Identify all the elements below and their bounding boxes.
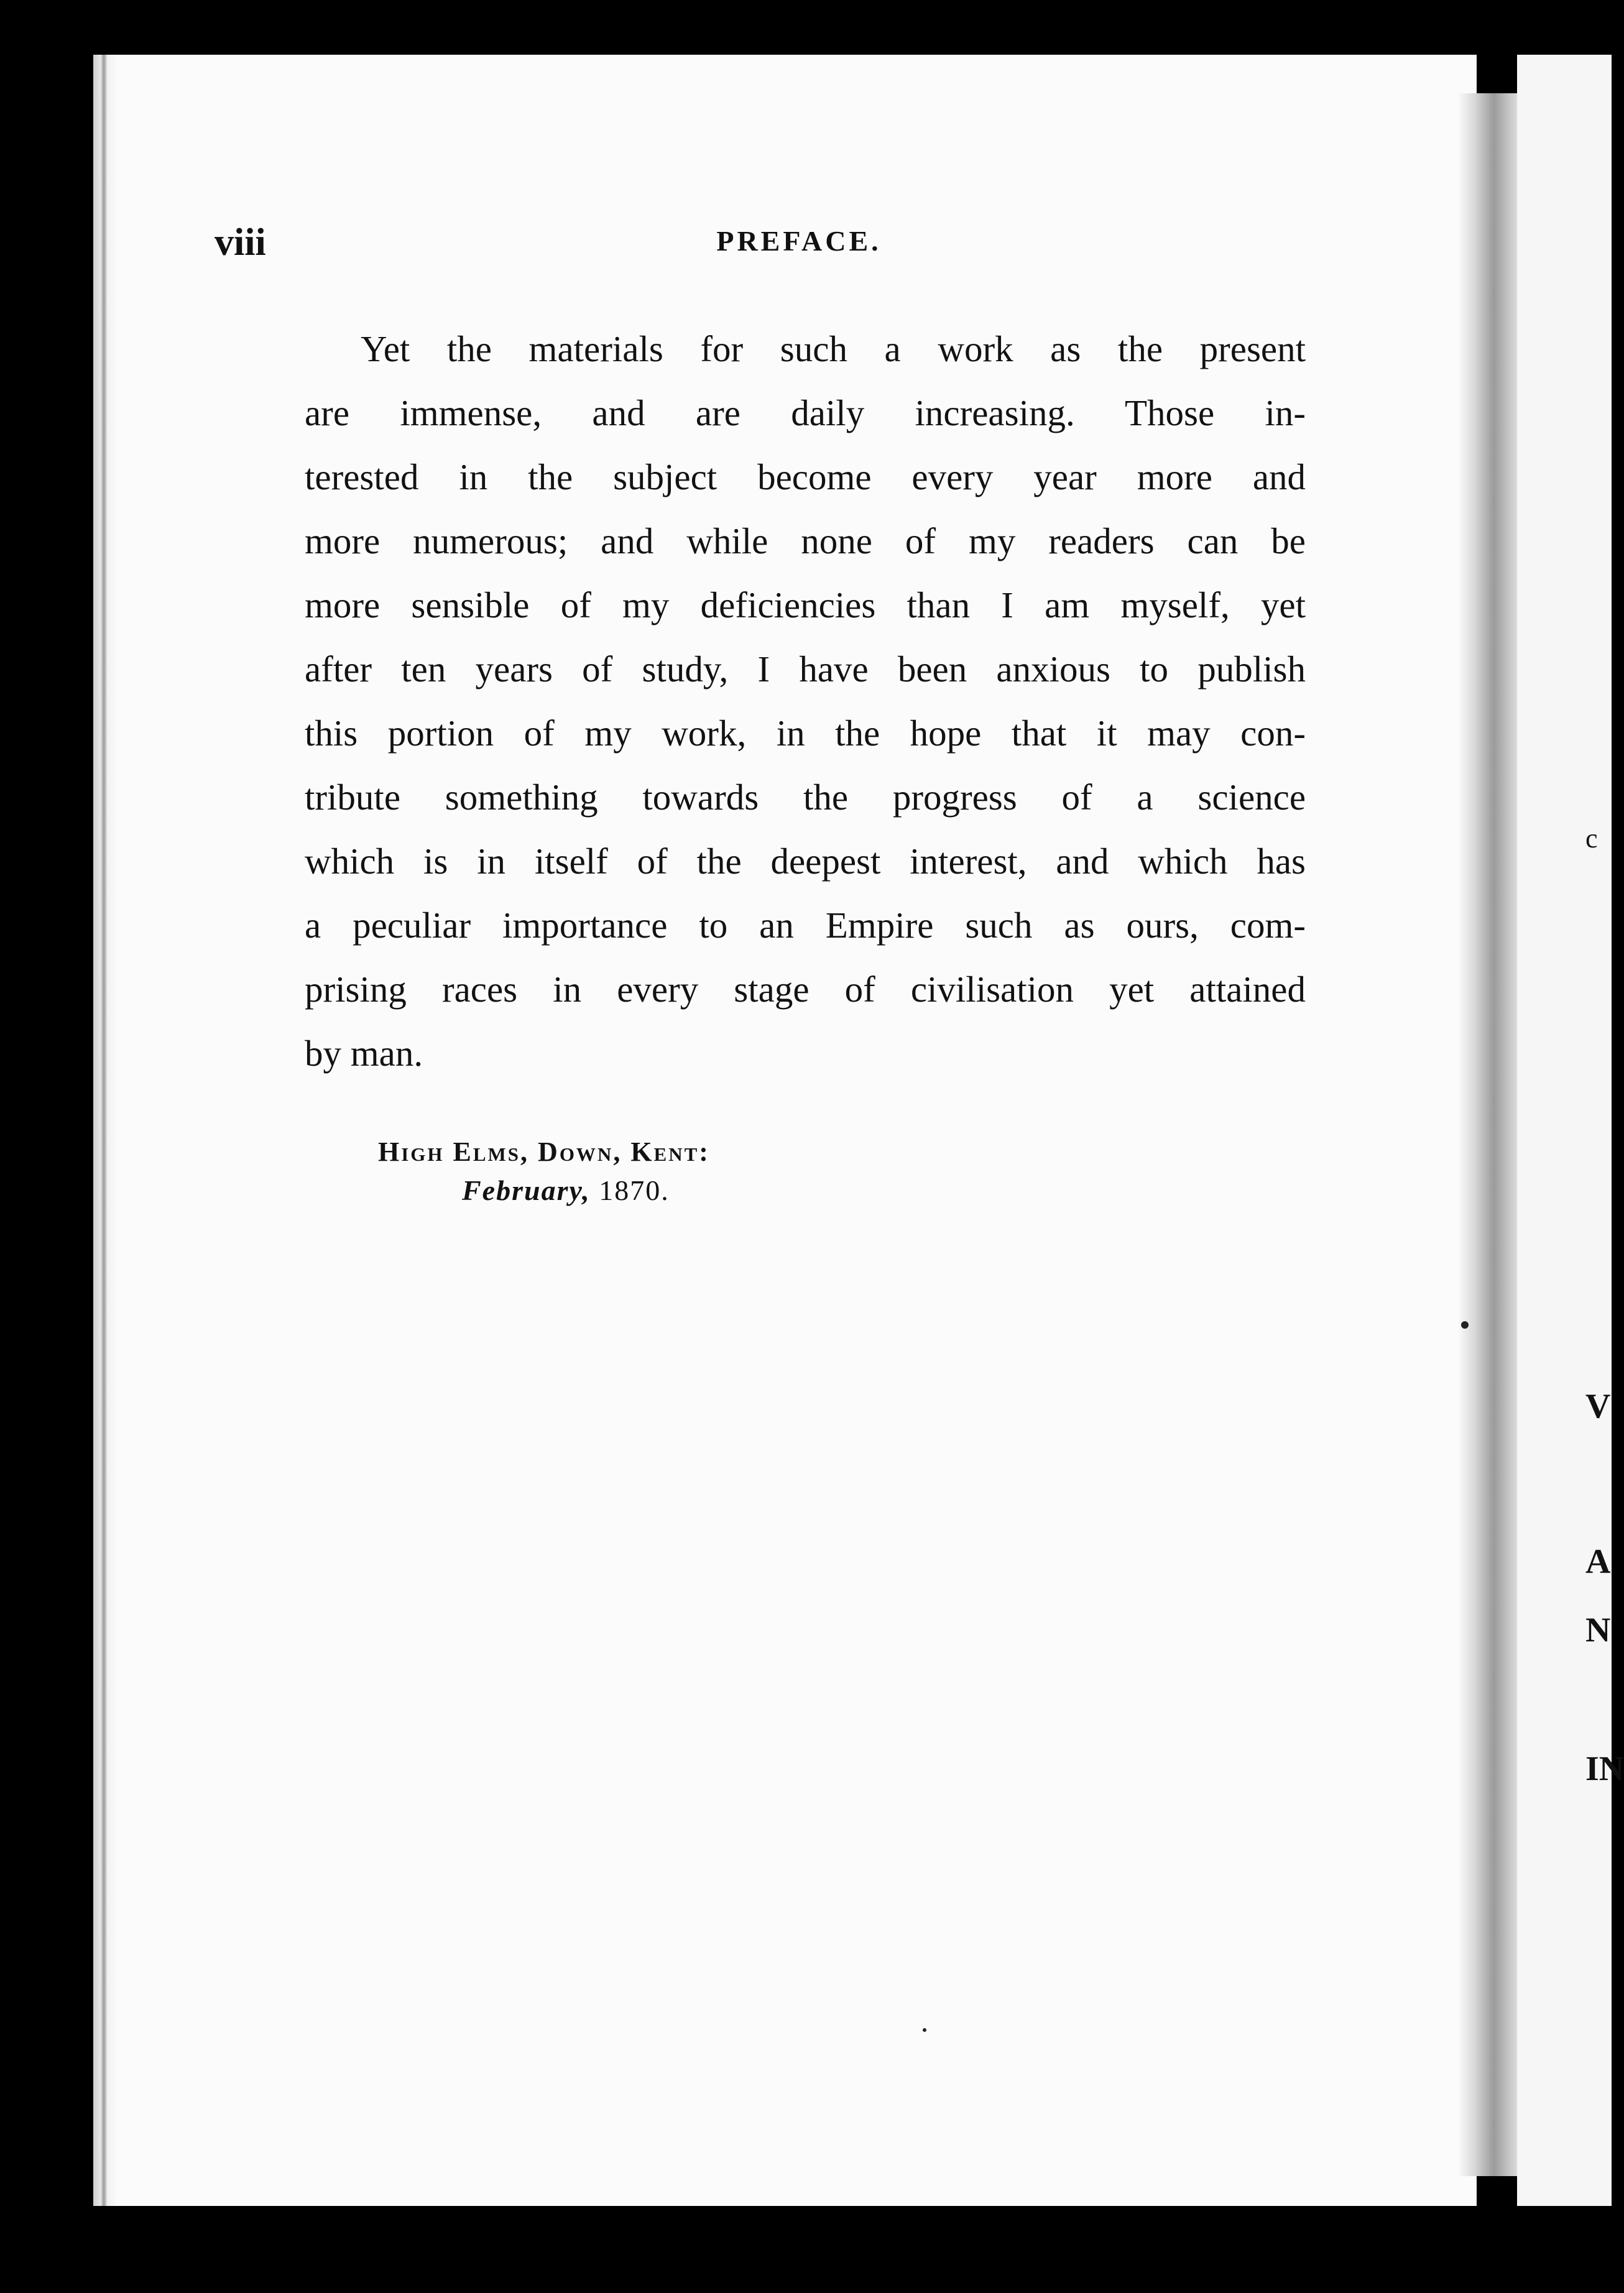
page-number: viii: [215, 221, 266, 264]
facing-page-fragment: [1517, 55, 1624, 2206]
facing-page-letter: IN: [1585, 1750, 1624, 1788]
running-title: PREFACE.: [716, 225, 882, 257]
gutter-shadow: [1458, 93, 1523, 2176]
text-line: by man.: [305, 1033, 423, 1074]
signature-date: [378, 1171, 710, 1210]
facing-page-letter: A: [1585, 1543, 1611, 1581]
text-line: terested in the subject become every year more and: [305, 456, 1306, 497]
facing-page-letter: c: [1585, 823, 1598, 854]
page-header: [215, 221, 1296, 270]
text-line: which is in itself of the deepest interest, and which has: [305, 841, 1306, 882]
text-line: more numerous; and while none of my readers can be: [305, 520, 1306, 561]
facing-page-letter: N: [1585, 1611, 1611, 1649]
text-line: more sensible of my deficiencies than I am myself, yet: [305, 584, 1306, 625]
signature-month: February,: [462, 1174, 591, 1206]
facing-page-letter: V: [1585, 1387, 1611, 1426]
text-line: prising races in every stage of civilisation yet attained: [305, 969, 1306, 1010]
text-line: this portion of my work, in the hope that it may con-: [305, 713, 1306, 754]
text-line: a peculiar importance to an Empire such as ours, com-: [305, 905, 1306, 946]
text-line: after ten years of study, I have been anxious to publish: [305, 648, 1306, 690]
page-edge: [93, 55, 117, 2206]
text-line: Yet the materials for such a work as the present: [361, 328, 1306, 369]
signature-block: [378, 1133, 710, 1210]
preface-paragraph: [305, 317, 1306, 1086]
text-line: are immense, and are daily increasing. Those in-: [305, 392, 1306, 433]
signature-place: High Elms, Down, Kent:: [378, 1137, 710, 1167]
text-line: tribute something towards the progress of a science: [305, 777, 1306, 818]
signature-year: 1870.: [599, 1174, 670, 1206]
scan-speck: [923, 2028, 926, 2032]
scan-speck: [1461, 1321, 1469, 1329]
